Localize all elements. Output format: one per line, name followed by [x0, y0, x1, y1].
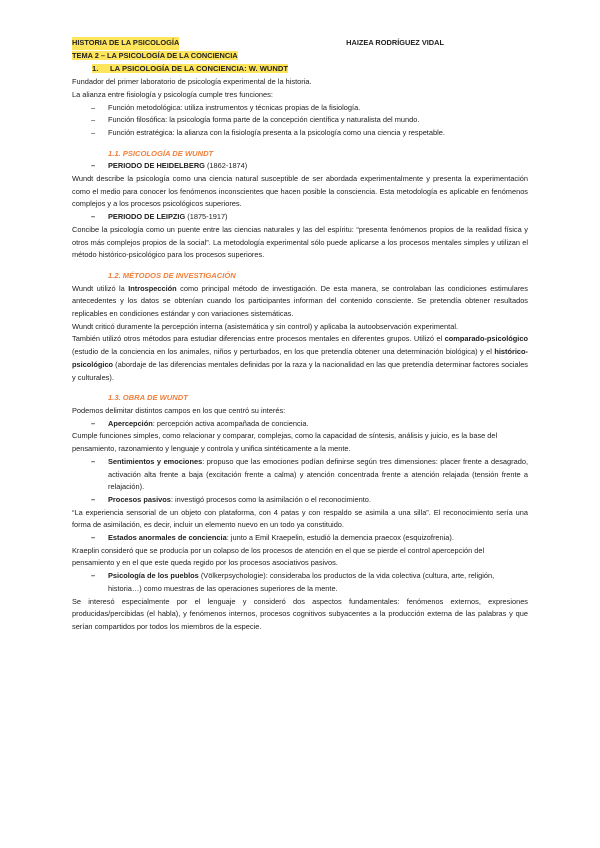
bullet-dash: –: [91, 456, 96, 466]
subject-title: HISTORIA DE LA PSICOLOGÍA: [72, 37, 179, 50]
function-text: Función metodológica: utiliza instrumentos y técnicas propias de la fisiología.: [108, 102, 361, 112]
subsection-1-3-heading: 1.3. OBRA DE WUNDT: [108, 393, 188, 403]
term-introspection: Introspección: [128, 283, 177, 293]
period-years: (1862-1874): [204, 161, 248, 171]
text-run: (estudio de la conciencia en los animales, niños y perturbados, en los que pretendía obtener una determinación biológica) y el: [72, 347, 495, 357]
field-text: : junto a Emil Kraepelin, estudió la demencia praecox (esquizofrenia).: [226, 533, 454, 543]
term-comparado: comparado-psicológico: [444, 334, 528, 344]
bullet-dash: –: [91, 533, 96, 543]
leipzig-text: Concibe la psicología como un puente entre las ciencias naturales y las del espíritu: “presenta fenómenos propios de la realidad física y otros más complejos propios de la social”. La metodología experimental sólo puede aplicarse a los procesos mentales simples y utilizan el método histórico-psicológico para los procesos superiores.: [72, 224, 528, 260]
field-item: [72, 456, 528, 494]
field-text: (Völkerpsychologie): consideraba los productos de la vida colectiva (cultura, arte, religión, historia…) como muestras de las operaciones superiores de la mente.: [108, 571, 495, 593]
field-label: Psicología de los pueblos: [108, 571, 199, 581]
page-header: [72, 37, 444, 50]
function-item: [72, 114, 528, 127]
subsection-1-2-heading: 1.2. MÉTODOS DE INVESTIGACIÓN: [108, 270, 236, 280]
methods-p2: Wundt criticó duramente la percepción interna (asistemática y sin control) y aplicaba la autoobservación experimental.: [72, 321, 459, 331]
bullet-dash: –: [91, 127, 96, 137]
bullet-dash: –: [91, 102, 96, 112]
section-1-heading: [92, 63, 528, 76]
topic-row: [72, 50, 528, 63]
function-text: Función filosófica: la psicología forma parte de la concepción científica y naturalista del mundo.: [108, 115, 420, 125]
term-historico: histórico-psicológico: [72, 347, 528, 369]
obra-intro: Podemos delimitar distintos campos en los que centró su interés:: [72, 405, 286, 415]
field-label: Estados anormales de conciencia: [108, 533, 227, 543]
methods-p3: [72, 333, 528, 384]
function-text: Función estratégica: la alianza con la fisiología presenta a la psicología como una ciencia y respetable.: [108, 127, 445, 137]
field-item: [72, 494, 528, 507]
field-text: : propuso que las emociones podían definirse según tres dimensiones: placer frente a desagrado, activación alta frente a baja (excitación frente a calma) y atención concentrada frente a atención relajada (tensión frente a relajación).: [108, 456, 529, 492]
period-label: PERIODO DE LEIPZIG: [108, 212, 186, 222]
field-label: Sentimientos y emociones: [108, 456, 203, 466]
author-name: HAIZEA RODRÍGUEZ VIDAL: [346, 38, 444, 47]
page-content: [72, 37, 528, 634]
heidelberg-text: Wundt describe la psicología como una ciencia natural susceptible de ser abordada experimentalmente y presenta la experimentación como el medio para conocer los fenómenos inconscientes que hacen posible la consciencia. Esta metodología es aplicable en fenómenos complejos y a los procesos psicológicos superiores.: [72, 174, 528, 209]
field-item: [72, 418, 528, 431]
section-1-p2: La alianza entre fisiología y psicología cumple tres funciones:: [72, 89, 273, 99]
text-run: (abordaje de las diferencias mentales definidas por la raza y la nacionalidad en las que pretendía determinar factores sociales y culturales).: [72, 359, 528, 382]
kraeplin-text: Kraeplin consideró que se producía por un colapso de los procesos de atención en el que se pierde el control apercepción del pensamiento y en el que este queda regido por los procesos asociativos pasivos.: [72, 545, 485, 568]
bullet-dash: –: [91, 212, 96, 222]
section-1-p1: Fundador del primer laboratorio de psicología experimental de la historia.: [72, 77, 312, 87]
section-1-highlight: [92, 64, 288, 73]
bullet-dash: –: [91, 115, 96, 125]
field-text: : percepción activa acompañada de conciencia.: [152, 418, 309, 428]
section-1-number: 1.: [92, 64, 99, 74]
bullet-dash: –: [91, 571, 96, 581]
text-run: Wundt utilizó la: [72, 283, 129, 293]
field-text: : investigó procesos como la asimilación o el reconocimiento.: [170, 494, 371, 504]
function-item: [72, 102, 528, 115]
bullet-dash: –: [91, 161, 96, 171]
period-years: (1875-1917): [185, 212, 228, 222]
field-label: Procesos pasivos: [108, 494, 171, 504]
period-leipzig: [72, 211, 528, 224]
text-run: También utilizó otros métodos para estudiar diferencias entre procesos mentales en diferentes grupos. Utilizó el: [72, 334, 445, 344]
section-1-title: LA PSICOLOGÍA DE LA CONCIENCIA: W. WUNDT: [110, 64, 289, 74]
topic-title: TEMA 2 – LA PSICOLOGÍA DE LA CONCIENCIA: [72, 50, 238, 60]
methods-p1: [72, 283, 528, 321]
text-run: como principal método de investigación. De esta manera, se controlaban las condiciones estimulares antecedentes y los datos se obtenían cuando los participantes informan del contenido consciente. Se pretendía obtener resultados replicables en condiciones estándar y con variaciones sistemáticas.: [72, 283, 528, 319]
quote-text: “La experiencia sensorial de un objeto con plataforma, con 4 patas y con respaldo se asimila a una silla”. El reconocimiento sería una forma de asimilación, es decir, incluir un elemento nuevo en un todo ya constituido.: [72, 507, 528, 530]
field-item: [72, 570, 528, 595]
period-label: PERIODO DE HEIDELBERG: [108, 161, 205, 171]
bullet-dash: –: [91, 494, 96, 504]
function-item: [72, 127, 528, 140]
apercepcion-detail: Cumple funciones simples, como relacionar y comparar, complejas, como la capacidad de síntesis, análisis y juicio, es la base del pensamiento, razonamiento y lenguaje y controla y unifica sintéticamente a la mente.: [72, 431, 498, 454]
subsection-1-1-heading: 1.1. PSICOLOGÍA DE WUNDT: [108, 148, 214, 158]
bullet-dash: –: [91, 418, 96, 428]
language-text: Se interesó especialmente por el lenguaje y consideró dos aspectos fundamentales: fenómenos externos, expresiones producidas/percibidas (el habla), y fenómenos internos, procesos cognitivos subyacentes a la producción externa de las palabras y que serían compartidos por todos los miembros de la especie.: [72, 596, 528, 631]
field-label: Apercepción: [108, 418, 153, 428]
field-item: [72, 532, 528, 545]
period-heidelberg: [72, 160, 528, 173]
